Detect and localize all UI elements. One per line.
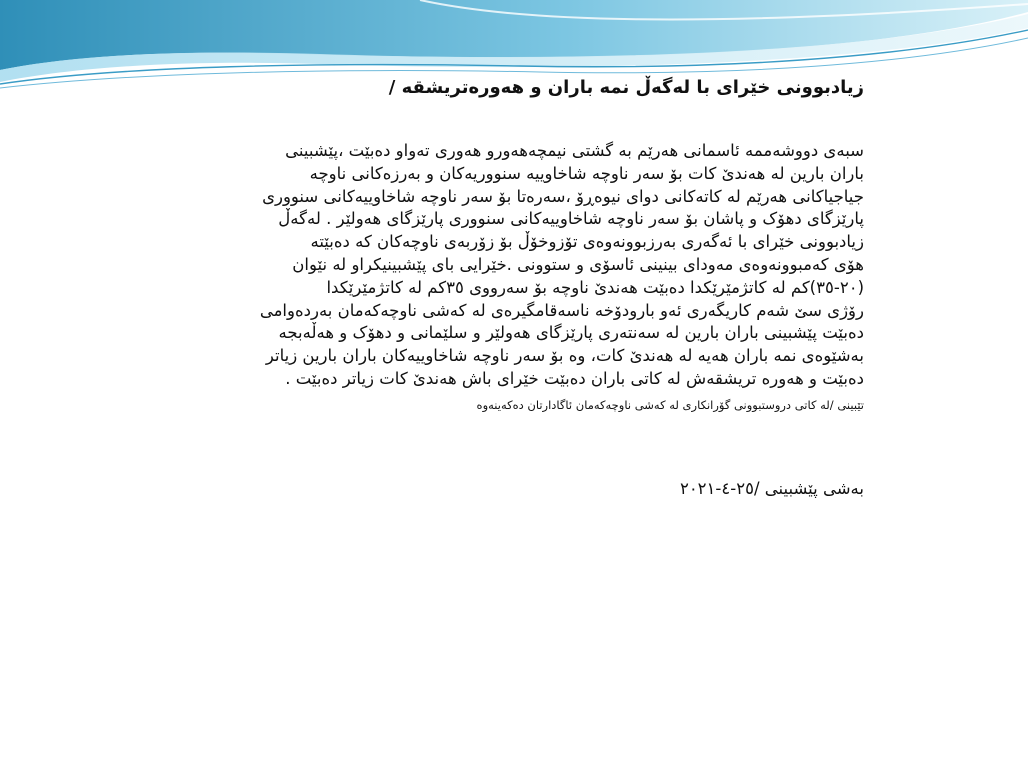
body-line: باران بارین لە هەندێ کات بۆ سەر ناوچە شاخاوییە سنووریەکان و بەرزەکانی ناوچە (309, 163, 864, 183)
forecast-body (124, 140, 864, 391)
body-line: دەبێت و هەورە تریشقەش لە کاتی باران دەبێت خێرای باش هەندێ کات زیاتر دەبێت . (285, 368, 864, 388)
body-line: دەبێت پێشبینی باران بارین لە سەنتەری پارێزگای هەولێر و سلێمانی و دهۆک و هەڵەبجە (278, 323, 864, 343)
body-line: بەشێوەی نمە باران هەیە لە هەندێ کات، وە بۆ سەر ناوچە شاخاوییەکان باران بارین زیاتر (265, 346, 864, 366)
body-line: جیاجیاکانی هەرێم لە کاتەکانی دوای نیوەڕۆ ،سەرەتا بۆ سەر ناوچە شاخاوییەکانی سنووری (262, 186, 864, 206)
forecast-title: زیادبوونی خێرای با لەگەڵ نمە باران و هەورەتریشقە / (388, 77, 864, 98)
body-line: پارێزگای دهۆک و پاشان بۆ سەر ناوچە شاخاوییەکانی سنووری پارێزگای هەولێر . لەگەڵ (278, 209, 864, 229)
body-line: سبەی دووشەممە ئاسمانی هەرێم بە گشتی نیمچەهەورو هەوری تەواو دەبێت ،پێشبینی (285, 141, 864, 160)
forecast-signature: بەشی پێشبینی /٢٥-٤-٢٠٢١ (679, 478, 864, 498)
body-line: رۆژی سێ شەم کاریگەری ئەو بارودۆخە ناسەقامگیرەی لە کەشی ناوچەکەمان بەردەوامی (259, 300, 864, 320)
forecast-note: تێبینی /لە کاتی دروستبوونی گۆرانکاری لە کەشی ناوچەکەمان ئاگادارتان دەکەینەوە (476, 397, 864, 412)
forecast-content (124, 74, 864, 501)
body-line: هۆی کەمبوونەوەی مەودای بینینی ئاسۆی و ستوونی .خێرایی بای پێشبینیکراو لە نێوان (292, 254, 864, 274)
body-line: (٢٠-٣٥)کم لە کاتژمێرێکدا دەبێت هەندێ ناوچە بۆ سەرووی ٣٥کم لە کاتژمێرێکدا (326, 277, 864, 297)
body-line: زیادبوونی خێرای با ئەگەری بەرزبوونەوەی تۆزوخۆڵ بۆ زۆربەی ناوچەکان کە دەبێتە (310, 232, 864, 252)
